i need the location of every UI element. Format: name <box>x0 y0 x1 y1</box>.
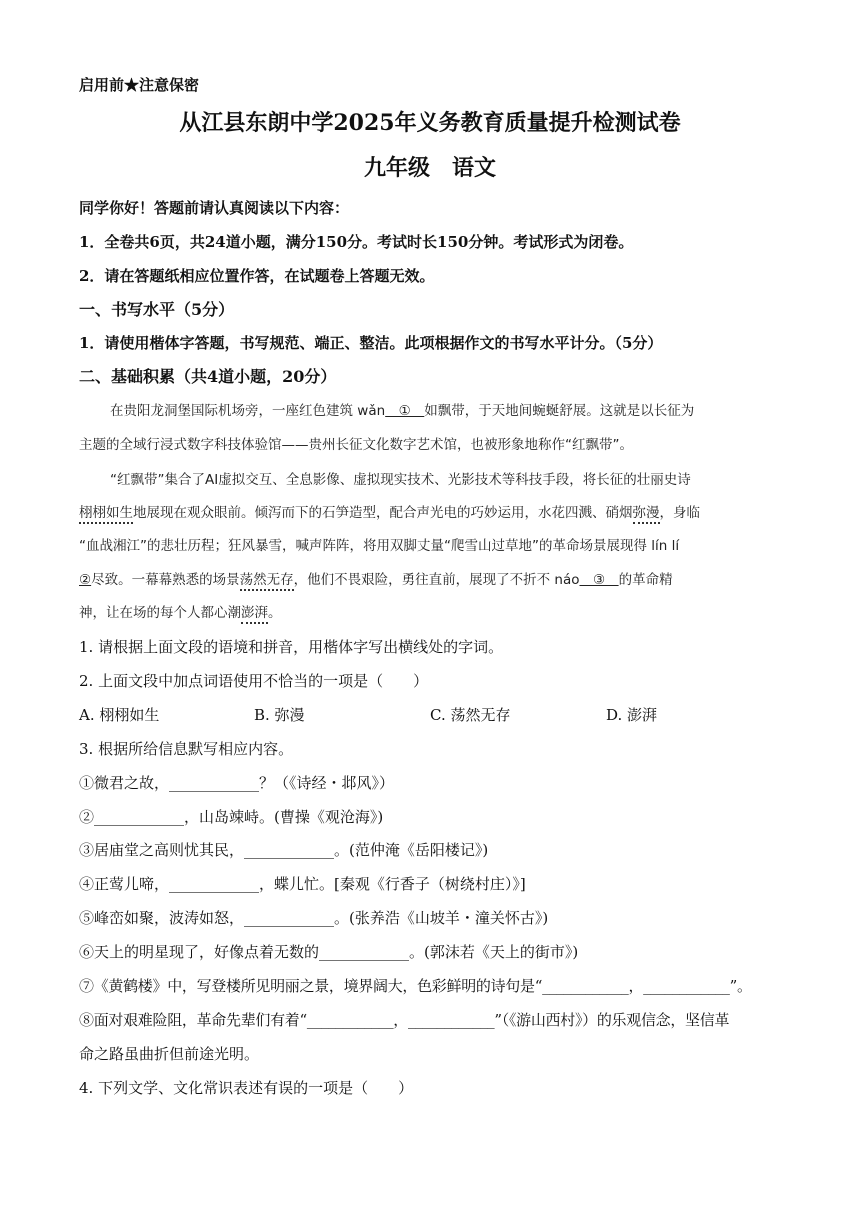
passage-line-6 <box>79 570 673 590</box>
instructions-item-1: 1．全卷共6页，共24道小题，满分150分。考试时长150分钟。考试形式为闭卷。 <box>79 233 634 251</box>
instructions-item-2: 2．请在答题纸相应位置作答，在试题卷上答题无效。 <box>79 267 435 285</box>
section-1-question: 1．请使用楷体字答题，书写规范、端正、整洁。此项根据作文的书写水平计分。（5分） <box>79 334 663 352</box>
passage-text: 在贵阳龙洞堡国际机场旁，一座红色建筑 wǎn <box>110 403 386 419</box>
passage-line-5: “血战湘江”的悲壮历程；狂风暴雪，喊声阵阵，将用双脚丈量“爬雪山过草地”的革命场景展现得 lín lí <box>79 538 680 554</box>
passage-text: 尽致。一幕幕熟悉的场景 <box>91 572 240 588</box>
dotted-word-2: 弥漫 <box>633 505 660 524</box>
passage-line-4 <box>79 503 700 523</box>
passage-line-1 <box>110 401 694 421</box>
question-3-item: 命之路虽曲折但前途光明。 <box>79 1045 260 1063</box>
question-2-option-a: A. 栩栩如生 <box>79 706 160 724</box>
passage-text: ，他们不畏艰险，勇往直前，展现了不折不 náo <box>293 572 580 588</box>
passage-text: 神，让在场的每个人都心潮 <box>79 605 241 621</box>
passage-text: ，身临 <box>659 505 700 521</box>
dotted-word-1: 栩栩如生 <box>79 505 133 524</box>
blank-1: ① <box>385 403 425 419</box>
passage-line-3: “红飘带”集合了AI虚拟交互、全息影像、虚拟现实技术、光影技术等科技手段，将长征的壮丽史诗 <box>110 472 691 488</box>
passage-text: 的革命精 <box>618 572 673 588</box>
passage-text: 。 <box>268 605 282 621</box>
exam-title: 从江县东朗中学2025年义务教育质量提升检测试卷 <box>179 110 681 136</box>
exam-subtitle: 九年级 语文 <box>363 155 496 181</box>
passage-line-7 <box>79 603 282 623</box>
question-1: 1. 请根据上面文段的语境和拼音，用楷体字写出横线处的字词。 <box>79 638 504 656</box>
passage-text: 如飘带，于天地间蜿蜒舒展。这就是以长征为 <box>424 403 695 419</box>
passage-line-2: 主题的全域行浸式数字科技体验馆——贵州长征文化数字艺术馆，也被形象地称作“红飘带”。 <box>79 437 633 453</box>
question-2-option-c: C. 荡然无存 <box>430 706 511 724</box>
question-3-item: ⑦《黄鹤楼》中，写登楼所见明丽之景，境界阔大，色彩鲜明的诗句是“____________，____________”。 <box>79 977 752 995</box>
question-3-item: ①微君之故，____________？（《诗经・邶风》） <box>79 774 395 792</box>
question-2-option-b: B. 弥漫 <box>254 706 305 724</box>
dotted-word-3: 荡然无存 <box>240 572 294 591</box>
question-4: 4. 下列文学、文化常识表述有误的一项是（ ） <box>79 1079 414 1097</box>
question-3-item: ④正莺儿啼，____________，蝶儿忙。[秦观《行香子（树绕村庄）》] <box>79 875 526 893</box>
instructions-greeting: 同学你好！答题前请认真阅读以下内容： <box>79 199 350 217</box>
question-3-item: ③居庙堂之高则忧其民，____________。(范仲淹《岳阳楼记》) <box>79 841 489 859</box>
section-2-heading: 二、基础积累（共4道小题，20分） <box>79 367 337 386</box>
blank-2: ② <box>79 572 92 588</box>
question-3-item: ⑥天上的明星现了，好像点着无数的____________。(郭沫若《天上的街市》) <box>79 943 579 961</box>
secret-label: 启用前★注意保密 <box>79 76 200 94</box>
question-3-item: ②____________，山岛竦峙。(曹操《观沧海》) <box>79 808 384 826</box>
question-3-item: ⑧面对艰难险阻，革命先辈们有着“____________，____________”（《游山西村》）的乐观信念，坚信革 <box>79 1011 730 1029</box>
question-3-item: ⑤峰峦如聚，波涛如怒，____________。(张养浩《山坡羊・潼关怀古》) <box>79 909 549 927</box>
dotted-word-4: 澎湃 <box>241 605 268 624</box>
passage-text: 地展现在观众眼前。倾泻而下的石笋造型，配合声光电的巧妙运用，水花四溅、硝烟 <box>133 505 633 521</box>
question-2-option-d: D. 澎湃 <box>606 706 658 724</box>
question-3: 3. 根据所给信息默写相应内容。 <box>79 740 294 758</box>
blank-3: ③ <box>579 572 619 588</box>
question-2: 2. 上面文段中加点词语使用不恰当的一项是（ ） <box>79 672 429 690</box>
section-1-heading: 一、书写水平（5分） <box>79 300 235 319</box>
